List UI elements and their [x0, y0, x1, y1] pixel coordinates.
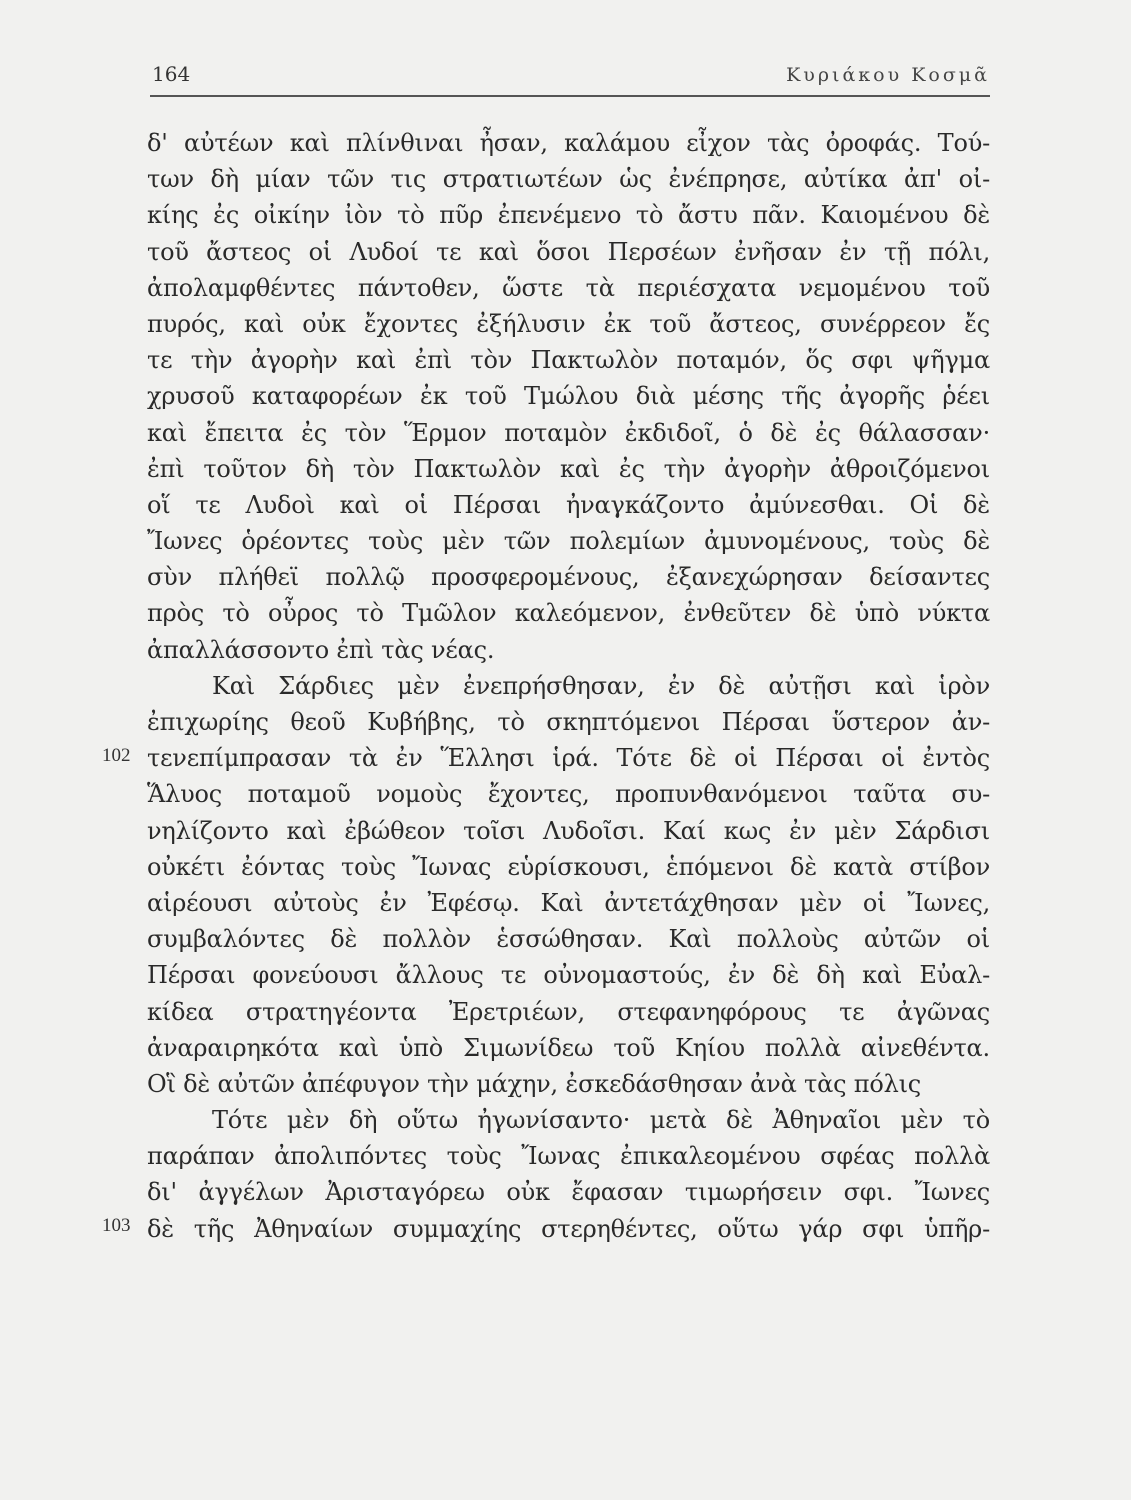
text-line: Ἅλυος ποταμοῦ νομοὺς ἔχοντες, προπυνθανόμενοι ταῦτα συ-: [147, 780, 990, 809]
text-line: ἀπαλλάσσοντο ἐπὶ τὰς νέας.: [147, 635, 495, 664]
text-line: ἐπιχωρίης θεοῦ Κυβήβης, τὸ σκηπτόμενοι Πέρσαι ὕστερον ἀν-: [147, 708, 990, 736]
running-title: Κυριάκου Κοσμᾶ: [786, 64, 990, 86]
text-line: αἱρέουσι αὐτοὺς ἐν Ἐφέσῳ. Καὶ ἀντετάχθησαν μὲν οἱ Ἴωνες,: [147, 888, 990, 917]
text-line: δὲ τῆς Ἀθηναίων συμμαχίης στερηθέντες, οὕτω γάρ σφι ὑπῆρ-: [147, 1214, 990, 1243]
text-line: τε τὴν ἀγορὴν καὶ ἐπὶ τὸν Πακτωλὸν ποταμόν, ὅς σφι ψῆγμα: [147, 346, 990, 375]
text-line: οὐκέτι ἐόντας τοὺς Ἴωνας εὑρίσκουσι, ἑπόμενοι δὲ κατὰ στίβον: [147, 852, 990, 881]
text-line: τοῦ ἄστεος οἱ Λυδοί τε καὶ ὅσοι Περσέων ἐνῆσαν ἐν τῇ πόλι,: [147, 237, 990, 266]
text-line: ἀναραιρηκότα καὶ ὑπὸ Σιμωνίδεω τοῦ Κηίου πολλὰ αἰνεθέντα.: [147, 1033, 990, 1062]
text-line: δι' ἀγγέλων Ἀρισταγόρεω οὐκ ἔφασαν τιμωρήσειν σφι. Ἴωνες: [147, 1178, 990, 1207]
text-line: τενεπίμπρασαν τὰ ἐν Ἕλλησι ἱρά. Τότε δὲ οἱ Πέρσαι οἱ ἐντὸς: [147, 744, 990, 773]
text-line: Οἳ δὲ αὐτῶν ἀπέφυγον τὴν μάχην, ἐσκεδάσθησαν ἀνὰ τὰς πόλις: [147, 1069, 922, 1098]
text-line: πρὸς τὸ οὖρος τὸ Τμῶλον καλεόμενον, ἐνθεῦτεν δὲ ὑπὸ νύκτα: [147, 599, 990, 628]
text-line: Τότε μὲν δὴ οὕτω ἠγωνίσαντο· μετὰ δὲ Ἀθηναῖοι μὲν τὸ: [212, 1106, 990, 1135]
text-line: ἀπολαμφθέντες πάντοθεν, ὥστε τὰ περιέσχατα νεμομένου τοῦ: [147, 273, 990, 302]
text-line: Καὶ Σάρδιες μὲν ἐνεπρήσθησαν, ἐν δὲ αὐτῇσι καὶ ἱρὸν: [212, 671, 990, 700]
text-line: συμβαλόντες δὲ πολλὸν ἑσσώθησαν. Καὶ πολλοὺς αὐτῶν οἱ: [147, 925, 990, 954]
page-number: 164: [152, 62, 191, 86]
text-line: καὶ ἔπειτα ἐς τὸν Ἕρμον ποταμὸν ἐκδιδοῖ, ὁ δὲ ἐς θάλασσαν·: [147, 418, 990, 447]
text-line: των δὴ μίαν τῶν τις στρατιωτέων ὡς ἐνέπρησε, αὐτίκα ἀπ' οἰ-: [147, 165, 990, 194]
text-line: σὺν πλήθεϊ πολλῷ προσφερομένους, ἐξανεχώρησαν δείσαντες: [147, 563, 990, 592]
text-line: παράπαν ἀπολιπόντες τοὺς Ἴωνας ἐπικαλεομένου σφέας πολλὰ: [147, 1142, 990, 1171]
text-line: Πέρσαι φονεύουσι ἄλλους τε οὐνομαστούς, ἐν δὲ δὴ καὶ Εὐαλ-: [147, 961, 990, 990]
text-line: δ' αὐτέων καὶ πλίνθιναι ἦσαν, καλάμου εἶχον τὰς ὀροφάς. Τού-: [147, 129, 990, 157]
body-text: [147, 125, 990, 1247]
section-number-103: 103: [102, 1215, 131, 1236]
text-line: ἐπὶ τοῦτον δὴ τὸν Πακτωλὸν καὶ ἐς τὴν ἀγορὴν ἀθροιζόμενοι: [147, 454, 990, 483]
section-number-102: 102: [102, 745, 131, 766]
text-line: Ἴωνες ὁρέοντες τοὺς μὲν τῶν πολεμίων ἀμυνομένους, τοὺς δὲ: [147, 527, 990, 556]
text-line: χρυσοῦ καταφορέων ἐκ τοῦ Τμώλου διὰ μέσης τῆς ἀγορῆς ῥέει: [147, 382, 990, 411]
text-line: οἵ τε Λυδοὶ καὶ οἱ Πέρσαι ἠναγκάζοντο ἀμύνεσθαι. Οἱ δὲ: [147, 490, 990, 519]
text-line: κίης ἐς οἰκίην ἰὸν τὸ πῦρ ἐπενέμενο τὸ ἄστυ πᾶν. Καιομένου δὲ: [147, 201, 990, 230]
header-rule: [150, 95, 990, 97]
page-header: [150, 62, 990, 96]
text-line: νηλίζοντο καὶ ἐβώθεον τοῖσι Λυδοῖσι. Καί κως ἐν μὲν Σάρδισι: [147, 816, 990, 845]
text-line: πυρός, καὶ οὐκ ἔχοντες ἐξήλυσιν ἐκ τοῦ ἄστεος, συνέρρεον ἔς: [147, 309, 990, 338]
text-line: κίδεα στρατηγέοντα Ἐρετριέων, στεφανηφόρους τε ἀγῶνας: [147, 997, 990, 1026]
